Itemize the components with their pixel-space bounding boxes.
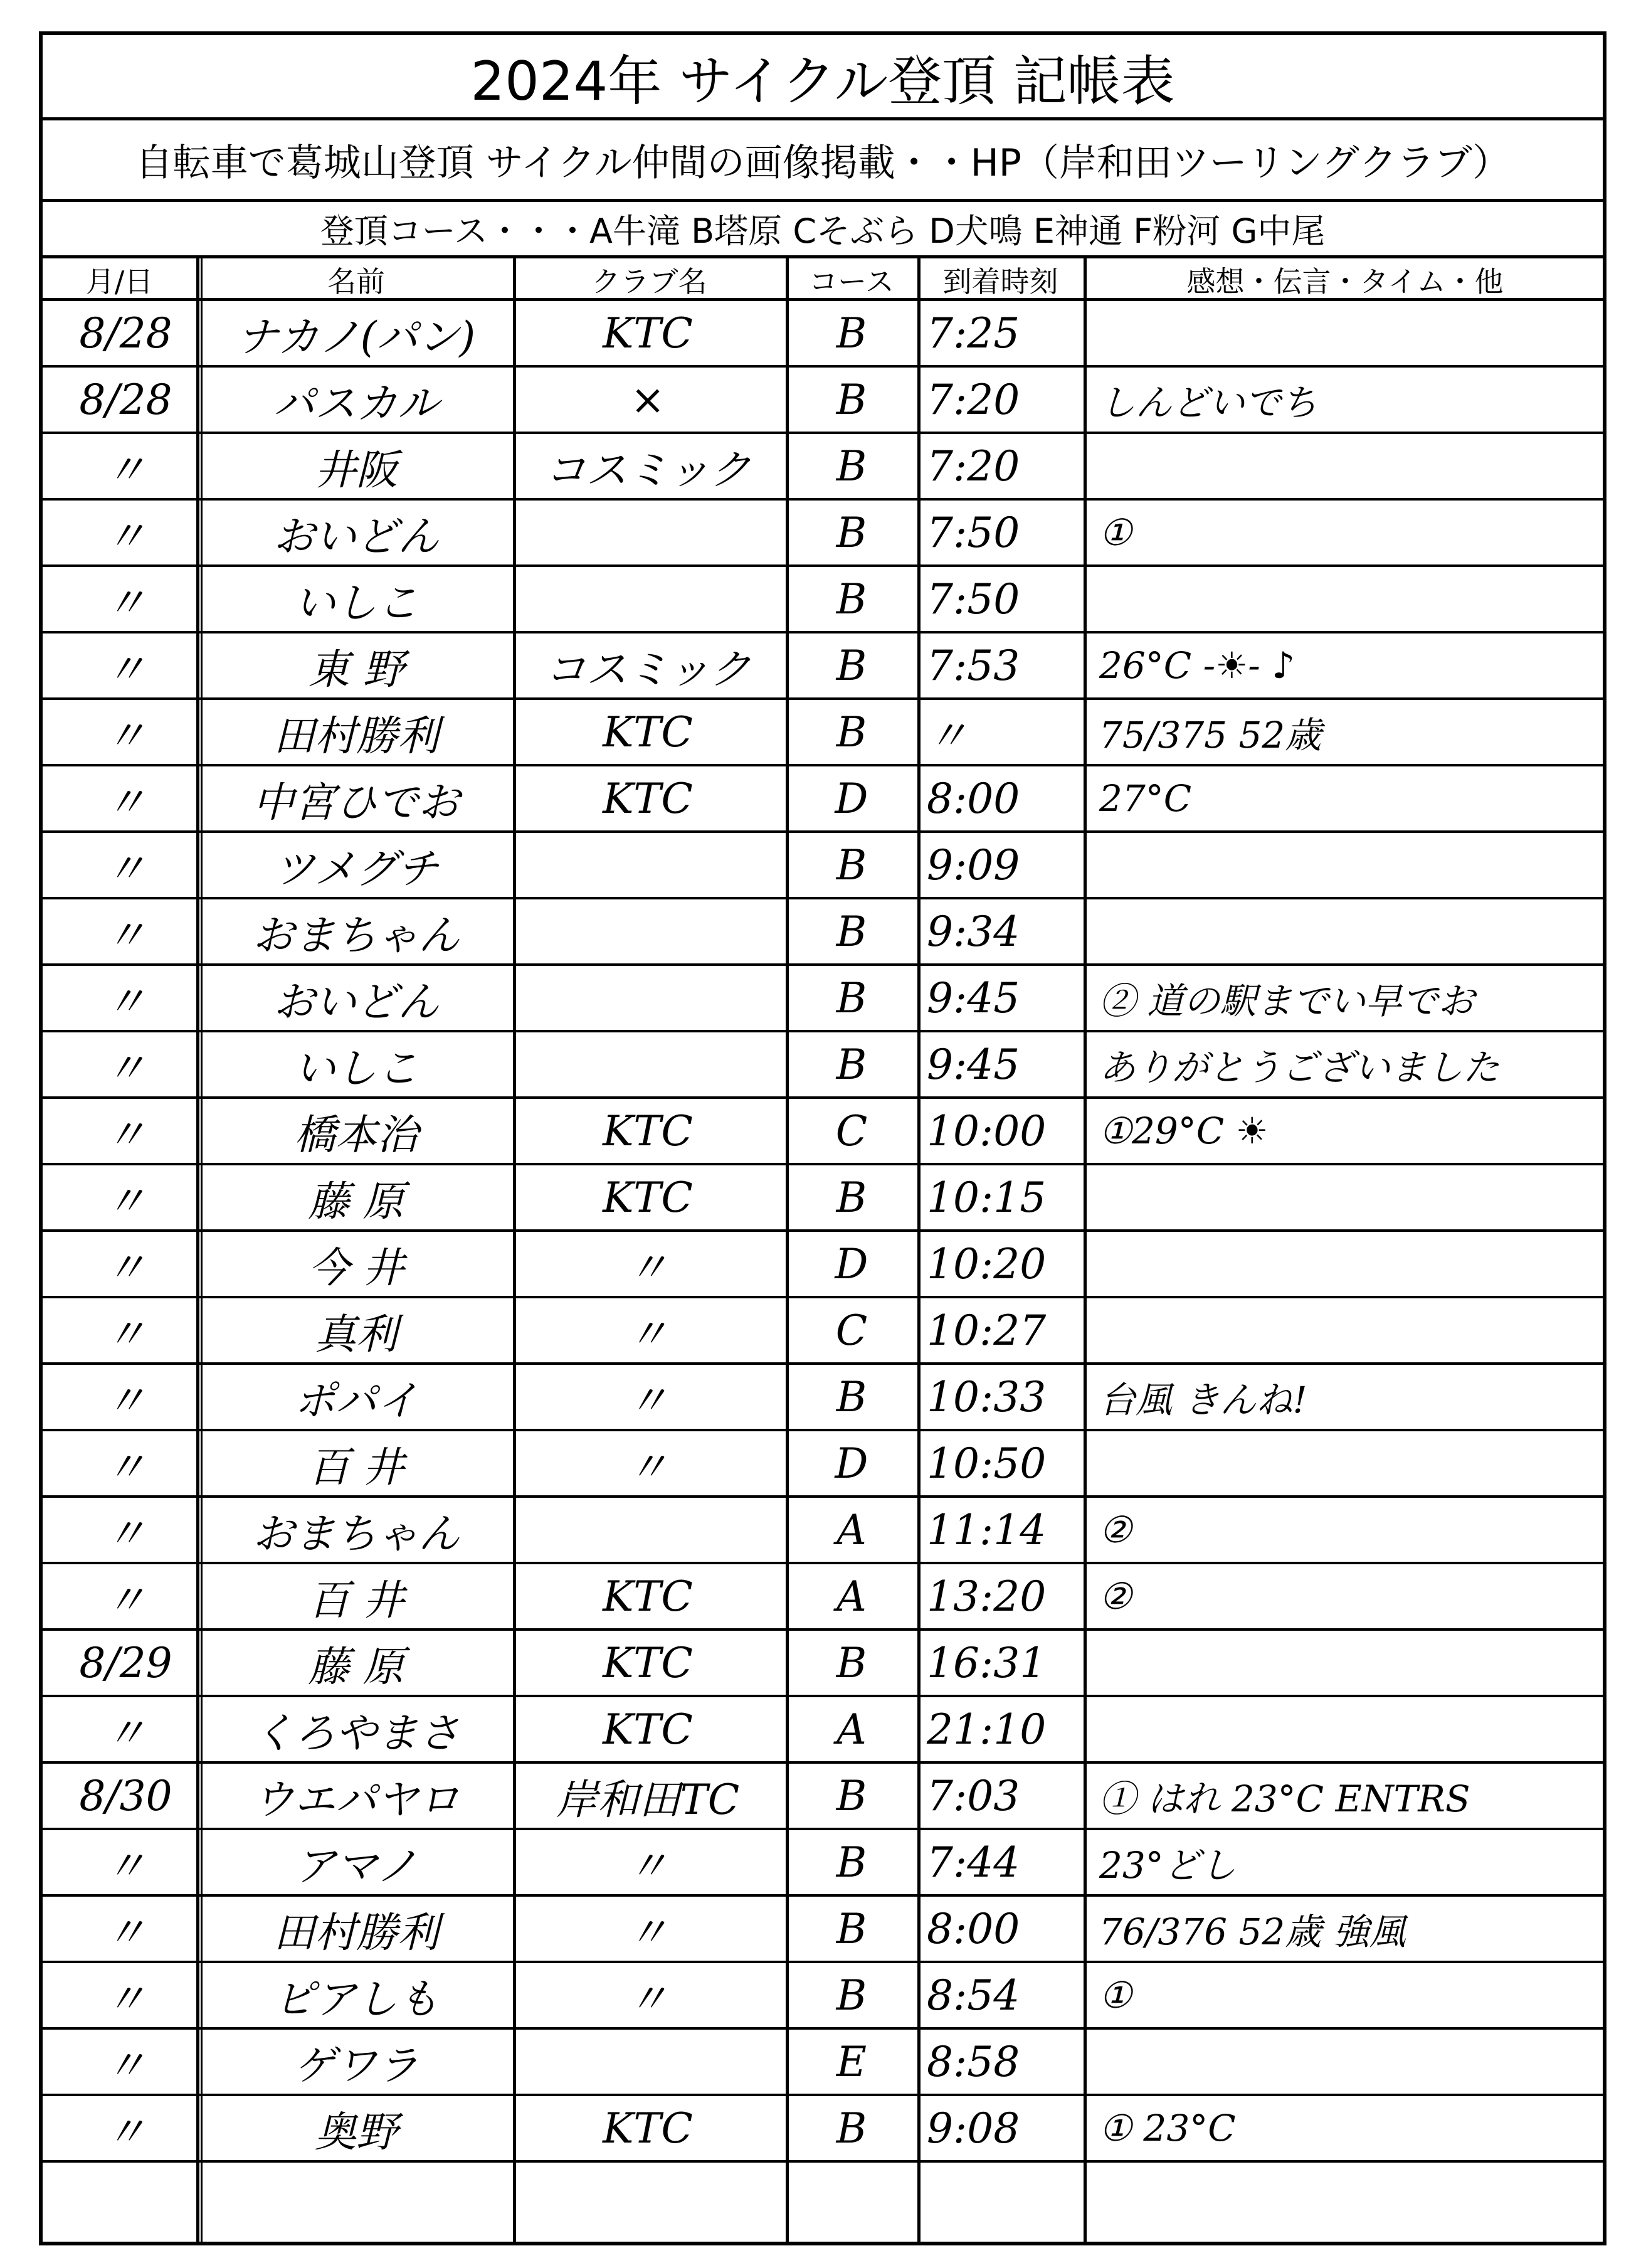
entry-name: 中宮ひでお: [253, 778, 460, 827]
entry-name: ゲワラ: [294, 2041, 418, 2090]
entry-name: いしこ: [294, 1044, 418, 1093]
entry-arrival-time: 7:44: [927, 1838, 1020, 1887]
entry-note: ①: [1099, 511, 1132, 554]
entry-club: 〃: [627, 1443, 668, 1492]
table-row: [43, 501, 1603, 567]
entry-date: 〃: [105, 1310, 147, 1359]
entry-club: [516, 1498, 779, 1562]
entry-note: [1087, 434, 1617, 498]
entry-date: 〃: [105, 1177, 147, 1226]
table-row: [43, 1365, 1603, 1431]
entry-course: B: [836, 508, 867, 557]
entry-course: A: [836, 1505, 867, 1554]
entry-arrival-time: 9:09: [927, 840, 1020, 889]
entry-course: C: [835, 1306, 868, 1355]
entry-arrival-time: 8:00: [927, 774, 1020, 823]
table-row: [43, 1232, 1603, 1298]
entry-date: 〃: [105, 2107, 147, 2156]
entry-note: ありがとうございました: [1099, 1046, 1500, 1089]
column-divider: [196, 258, 199, 2242]
entry-name: 藤 原: [308, 1177, 404, 1226]
entry-date: 〃: [105, 1709, 147, 1757]
entry-date: 〃: [105, 977, 147, 1026]
entry-arrival-time: 10:50: [927, 1439, 1047, 1488]
entry-arrival-time: 7:03: [927, 1771, 1020, 1820]
column-header-name: 名前: [327, 265, 385, 299]
entry-course: B: [836, 442, 867, 490]
entry-club: KTC: [603, 707, 693, 756]
entry-arrival-time: 7:20: [927, 442, 1020, 490]
entry-course: B: [836, 1838, 867, 1887]
entry-club: ×: [630, 375, 665, 424]
column-divider: [1084, 258, 1087, 2242]
entry-name: 百 井: [308, 1443, 404, 1492]
entry-name: 真利: [315, 1310, 398, 1359]
entry-club: KTC: [603, 1106, 693, 1155]
entry-note: 27°C: [1099, 777, 1192, 820]
entry-arrival-time: 11:14: [927, 1505, 1047, 1554]
entry-note: しんどいでち: [1099, 381, 1318, 424]
entry-course: B: [836, 2104, 867, 2153]
entry-date: 〃: [105, 911, 147, 960]
table-row: [43, 1697, 1603, 1764]
table-row: [43, 368, 1603, 434]
entry-note: 23°どし: [1099, 1844, 1237, 1887]
entry-course: A: [836, 1705, 867, 1754]
entry-name: 今 井: [308, 1243, 404, 1292]
entry-course: B: [836, 1971, 867, 2020]
entry-club: コスミック: [544, 445, 751, 494]
entry-arrival-time: 16:31: [927, 1638, 1047, 1687]
entry-course: B: [836, 1372, 867, 1421]
entry-note: 台風 きんね!: [1099, 1379, 1307, 1421]
entry-club: コスミック: [544, 645, 751, 694]
entry-arrival-time: 8:00: [927, 1904, 1020, 1953]
entry-date: 〃: [105, 578, 147, 627]
entry-club: 〃: [627, 1841, 668, 1890]
table-row: [43, 434, 1603, 501]
entry-note: [1087, 1631, 1617, 1695]
entry-club: KTC: [603, 2104, 693, 2153]
entry-club: 〃: [627, 1243, 668, 1292]
table-row: [43, 966, 1603, 1032]
entry-club: [516, 1032, 779, 1096]
entry-club: KTC: [603, 1173, 693, 1222]
table-row: [43, 1298, 1603, 1365]
column-header-note: 感想・伝言・タイム・他: [1186, 265, 1504, 299]
entry-course: C: [835, 1106, 868, 1155]
entry-name: ナカノ(パン): [236, 312, 476, 361]
entry-arrival-time: 〃: [927, 711, 968, 760]
entry-name: おいどん: [273, 977, 439, 1026]
entry-club: 〃: [627, 1974, 668, 2023]
entry-name: 百 井: [308, 1576, 404, 1624]
table-row: [43, 1165, 1603, 1232]
table-row: [43, 1032, 1603, 1099]
entry-date: 8/28: [79, 375, 172, 424]
entry-name: 田村勝利: [273, 711, 439, 760]
entry-course: D: [835, 1439, 868, 1488]
table-row: [43, 2030, 1603, 2096]
table-row: [43, 633, 1603, 700]
table-row: [43, 1099, 1603, 1165]
entry-name: いしこ: [294, 578, 418, 627]
entry-course: B: [836, 575, 867, 623]
entry-note: [1087, 2030, 1617, 2094]
entry-date: 〃: [105, 1974, 147, 2023]
entry-course: A: [836, 1572, 867, 1621]
entry-arrival-time: 9:45: [927, 973, 1020, 1022]
entry-arrival-time: 7:50: [927, 508, 1020, 557]
entry-note: [1087, 833, 1617, 897]
entry-club: [516, 2030, 779, 2094]
entry-arrival-time: 7:53: [927, 641, 1020, 690]
entry-club: [516, 899, 779, 963]
entry-arrival-time: 8:58: [927, 2037, 1020, 2086]
entry-note: 75/375 52歳: [1099, 714, 1322, 756]
entry-club: KTC: [603, 1572, 693, 1621]
entry-note: [1087, 301, 1617, 365]
table-row: [43, 2096, 1603, 2163]
entry-club: 〃: [627, 1376, 668, 1425]
entry-arrival-time: 10:15: [927, 1173, 1047, 1222]
table-row: [43, 899, 1603, 966]
entry-course: E: [836, 2037, 867, 2086]
column-header-date: 月/日: [85, 265, 154, 299]
entry-name: ポパイ: [294, 1376, 418, 1425]
entry-name: パスカル: [273, 379, 439, 428]
entry-name: 奥野: [315, 2107, 398, 2156]
table-row: [43, 1963, 1603, 2030]
entry-date: 〃: [105, 1110, 147, 1159]
entry-name: アマノ: [294, 1841, 418, 1890]
entry-date: 〃: [105, 844, 147, 893]
entry-course: B: [836, 641, 867, 690]
course-legend: 登頂コース・・・A牛滝 B塔原 Cそぶら D犬鳴 E神通 F粉河 G中尾: [43, 202, 1603, 258]
entry-date: 〃: [105, 512, 147, 561]
entry-arrival-time: 7:25: [927, 309, 1020, 358]
entry-note: ① 23°C: [1099, 2107, 1236, 2149]
table-row: [43, 1764, 1603, 1830]
column-divider: [786, 258, 789, 2242]
entry-date: 8/29: [79, 1638, 172, 1687]
entry-club: 〃: [627, 1310, 668, 1359]
entry-date: 〃: [105, 1576, 147, 1624]
column-header-course: コース: [809, 265, 894, 299]
entry-club: KTC: [603, 774, 693, 823]
entry-arrival-time: 13:20: [927, 1572, 1047, 1621]
entry-name: 藤 原: [308, 1642, 404, 1691]
entry-arrival-time: 10:27: [927, 1306, 1047, 1355]
entry-course: B: [836, 1173, 867, 1222]
entry-name: 田村勝利: [273, 1908, 439, 1957]
entry-arrival-time: 7:20: [927, 375, 1020, 424]
entry-course: B: [836, 707, 867, 756]
entry-date: 〃: [105, 445, 147, 494]
entry-date: 〃: [105, 1376, 147, 1425]
table-row: [43, 766, 1603, 833]
entry-club: KTC: [603, 1638, 693, 1687]
entry-date: 8/30: [79, 1771, 172, 1820]
table-row: [43, 1498, 1603, 1564]
entry-note: [1087, 567, 1617, 631]
entry-course: B: [836, 1040, 867, 1089]
entry-name: ピアしも: [273, 1974, 439, 2023]
entry-course: B: [836, 973, 867, 1022]
entry-club: [516, 966, 779, 1030]
column-divider: [201, 258, 203, 2242]
entry-date: 〃: [105, 1841, 147, 1890]
column-header-time: 到着時刻: [942, 265, 1058, 299]
entry-arrival-time: 21:10: [927, 1705, 1047, 1754]
table-row: [43, 1830, 1603, 1897]
column-divider: [917, 258, 921, 2242]
entry-note: [1087, 1165, 1617, 1229]
entry-note: [1087, 1232, 1617, 1296]
entry-course: B: [836, 840, 867, 889]
entry-date: 〃: [105, 645, 147, 694]
entry-name: 橋本治: [294, 1110, 418, 1159]
entry-name: ウエパヤロ: [253, 1775, 460, 1824]
entry-course: B: [836, 1638, 867, 1687]
entry-arrival-time: 10:00: [927, 1106, 1047, 1155]
entry-name: 東 野: [308, 645, 404, 694]
entry-date: 〃: [105, 1908, 147, 1957]
table-row: [43, 301, 1603, 368]
table-row: [43, 1897, 1603, 1963]
entry-course: D: [835, 1239, 868, 1288]
entry-date: 〃: [105, 2041, 147, 2090]
entry-note: ① はれ 23°C ENTRS: [1099, 1778, 1470, 1820]
entry-arrival-time: 9:08: [927, 2104, 1020, 2153]
entry-note: ② 道の駅までい早でお: [1099, 980, 1475, 1022]
entry-note: 76/376 52歳 強風: [1099, 1910, 1406, 1953]
table-row: [43, 700, 1603, 766]
entry-date: 〃: [105, 1044, 147, 1093]
entry-date: 8/28: [79, 309, 172, 358]
entry-course: B: [836, 1771, 867, 1820]
entry-note: ②: [1099, 1575, 1132, 1618]
entry-club: KTC: [603, 309, 693, 358]
entry-date: 〃: [105, 711, 147, 760]
sheet-subtitle: 自転車で葛城山登頂 サイクル仲間の画像掲載・・HP（岸和田ツーリングクラブ）: [43, 120, 1603, 202]
entry-date: 〃: [105, 1443, 147, 1492]
table-row: [43, 1431, 1603, 1498]
log-sheet: [39, 31, 1606, 2245]
sheet-title: 2024年 サイクル登頂 記帳表: [43, 35, 1603, 120]
table-row: [43, 833, 1603, 899]
table-row: [43, 1631, 1603, 1697]
entry-note: ②: [1099, 1508, 1132, 1551]
entry-club: [516, 501, 779, 564]
entry-name: おいどん: [273, 512, 439, 561]
entry-course: B: [836, 907, 867, 956]
entry-club: KTC: [603, 1705, 693, 1754]
entry-club: [516, 567, 779, 631]
entry-course: B: [836, 375, 867, 424]
entry-course: B: [836, 309, 867, 358]
entry-note: ①29°C ☀: [1099, 1110, 1269, 1152]
entry-note: [1087, 1431, 1617, 1495]
entry-arrival-time: 7:50: [927, 575, 1020, 623]
entry-club: 〃: [627, 1908, 668, 1957]
table-row: [43, 567, 1603, 633]
entry-club: [516, 833, 779, 897]
entry-course: D: [835, 774, 868, 823]
entry-arrival-time: 9:45: [927, 1040, 1020, 1089]
entry-course: B: [836, 1904, 867, 1953]
entry-note: [1087, 1697, 1617, 1761]
entry-name: おまちゃん: [253, 1509, 460, 1558]
table-row: [43, 1564, 1603, 1631]
entry-arrival-time: 10:33: [927, 1372, 1047, 1421]
entry-date: 〃: [105, 778, 147, 827]
entry-note: [1087, 899, 1617, 963]
entry-club: 岸和田TC: [556, 1775, 740, 1824]
column-header-club: クラブ名: [591, 265, 707, 299]
entry-arrival-time: 10:20: [927, 1239, 1047, 1288]
entry-note: ①: [1099, 1974, 1132, 2016]
entry-name: くろやまさ: [253, 1709, 460, 1757]
entry-note: [1087, 1298, 1617, 1362]
entry-name: ツメグチ: [273, 844, 439, 893]
entry-date: 〃: [105, 1509, 147, 1558]
entry-note: 26°C -☀- ♪: [1099, 644, 1295, 687]
column-divider: [513, 258, 516, 2242]
entry-date: 〃: [105, 1243, 147, 1292]
entry-arrival-time: 9:34: [927, 907, 1020, 956]
entry-arrival-time: 8:54: [927, 1971, 1020, 2020]
entry-name: 井阪: [315, 445, 398, 494]
column-header-row: [43, 258, 1603, 301]
entry-name: おまちゃん: [253, 911, 460, 960]
